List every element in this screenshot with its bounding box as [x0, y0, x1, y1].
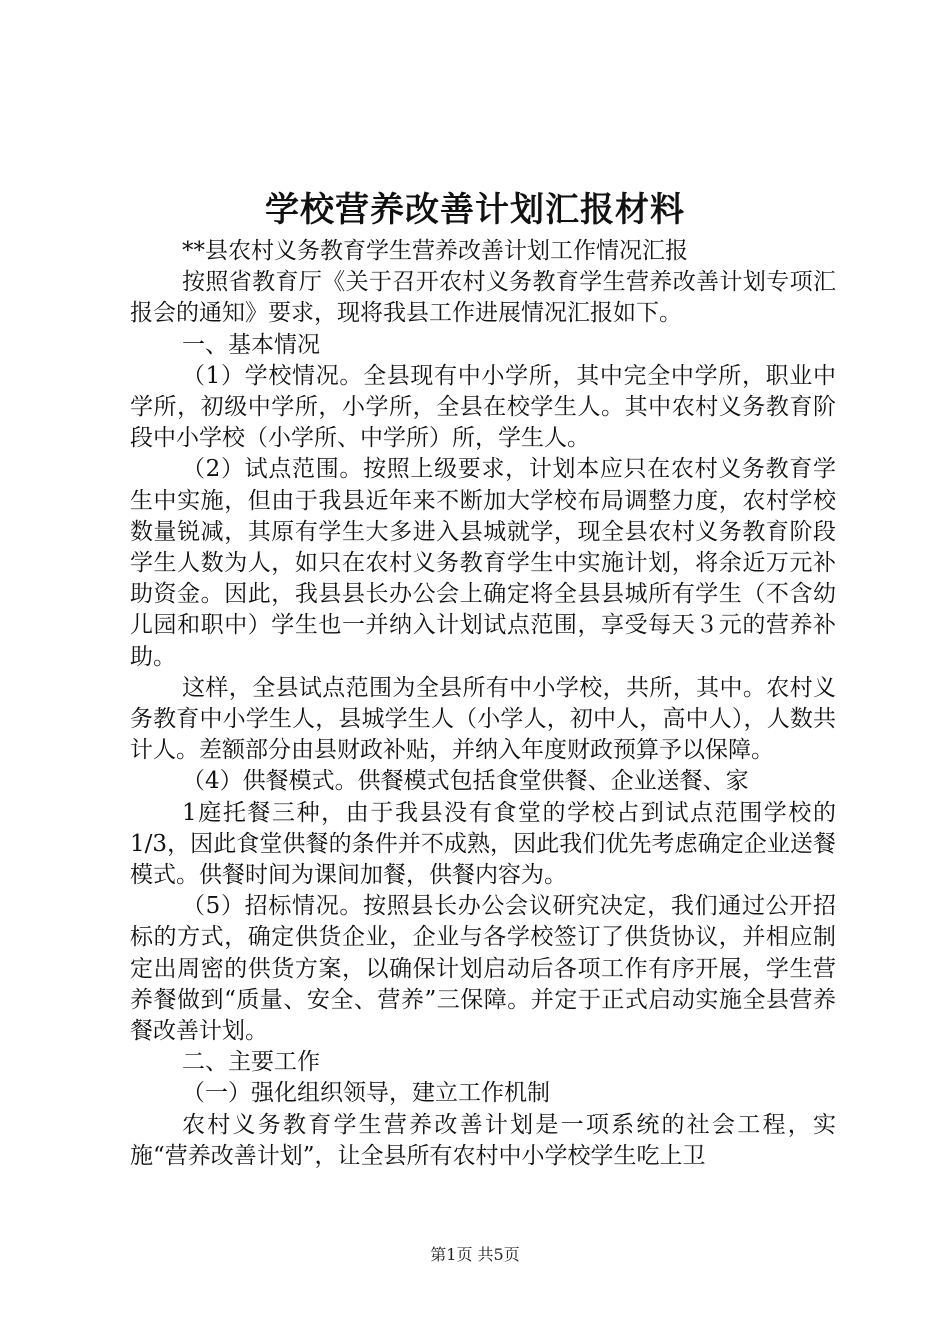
- paragraph-meal-mode-cont: 1庭托餐三种，由于我县没有食堂的学校占到试点范围学校的1/3，因此食堂供餐的条件并不成熟，因此我们优先考虑确定企业送餐模式。供餐时间为课间加餐，供餐内容为。: [130, 799, 836, 889]
- paragraph-scope-summary: 这样，全县试点范围为全县所有中小学校，共所，其中。农村义务教育中小学生人，县城学生人（小学人，初中人，高中人），人数共计人。差额部分由县财政补贴，并纳入年度财政预算予以保障。: [130, 674, 836, 764]
- paragraph-bidding: （5）招标情况。按照县长办公会议研究决定，我们通过公开招标的方式，确定供货企业，企业与各学校签订了供货协议，并相应制定出周密的供货方案，以确保计划启动后各项工作有序开展，学生营养餐做到“质量、安全、营养”三保障。并定于正式启动实施全县营养餐改善计划。: [130, 893, 836, 1045]
- subsection-heading-leadership: （一）强化组织领导，建立工作机制: [182, 1080, 550, 1107]
- document-body: [130, 236, 836, 1172]
- report-subtitle: **县农村义务教育学生营养改善计划工作情况汇报: [182, 238, 688, 264]
- paragraph-program-intro: 农村义务教育学生营养改善计划是一项系统的社会工程，实施“营养改善计划”，让全县所有农村中小学校学生吃上卫: [130, 1111, 836, 1169]
- paragraph-school-situation: （1）学校情况。全县现有中小学所，其中完全中学所，职业中学所，初级中学所，小学所，全县在校学生人。其中农村义务教育阶段中小学校（小学所、中学所）所，学生人。: [130, 362, 836, 452]
- section-heading-basic: 一、基本情况: [182, 331, 320, 358]
- document-title: 学校营养改善计划汇报材料: [265, 190, 685, 230]
- paragraph-pilot-scope: （2）试点范围。按照上级要求，计划本应只在农村义务教育学生中实施，但由于我县近年来不断加大学校布局调整力度，农村学校数量锐减，其原有学生大多进入县城就学，现全县农村义务教育阶段学生人数为人，如只在农村义务教育学生中实施计划，将余近万元补助资金。因此，我县县长办公会上确定将全县县城所有学生（不含幼儿园和职中）学生也一并纳入计划试点范围，享受每天３元的营养补助。: [130, 456, 836, 670]
- section-heading-main-work: 二、主要工作: [182, 1049, 320, 1076]
- paragraph-intro: 按照省教育厅《关于召开农村义务教育学生营养改善计划专项汇报会的通知》要求，现将我县工作进展情况汇报如下。: [130, 269, 836, 327]
- paragraph-meal-mode: （4）供餐模式。供餐模式包括食堂供餐、企业送餐、家: [182, 768, 749, 795]
- page-number-footer: 第1页 共5页: [430, 1245, 520, 1264]
